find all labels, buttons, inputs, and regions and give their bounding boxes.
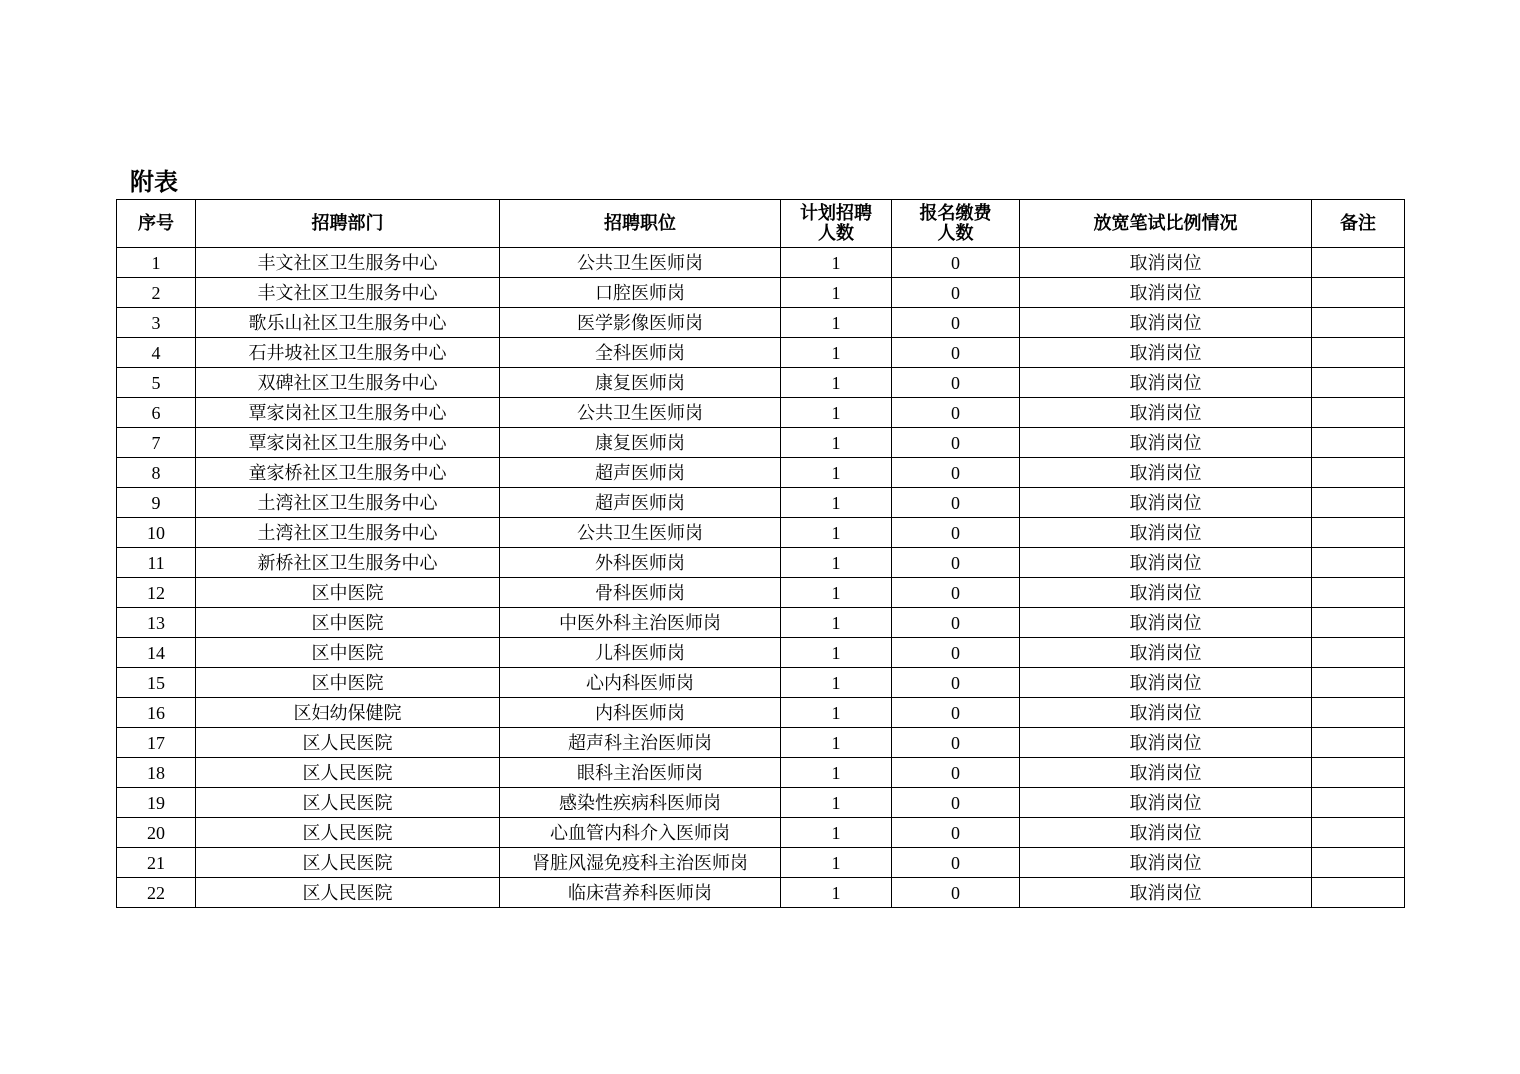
cell-status: 取消岗位 [1020,578,1312,608]
cell-status: 取消岗位 [1020,608,1312,638]
cell-index: 18 [117,758,196,788]
cell-applied: 0 [892,698,1020,728]
cell-status: 取消岗位 [1020,638,1312,668]
document-title: 附表 [130,167,178,196]
cell-position: 超声医师岗 [500,488,781,518]
cell-applied: 0 [892,788,1020,818]
cell-planned: 1 [781,698,892,728]
cell-applied: 0 [892,518,1020,548]
table-row [117,758,1405,788]
cell-position: 临床营养科医师岗 [500,878,781,908]
cell-position: 中医外科主治医师岗 [500,608,781,638]
cell-position: 全科医师岗 [500,338,781,368]
table-row [117,428,1405,458]
cell-index: 15 [117,668,196,698]
cell-position: 骨科医师岗 [500,578,781,608]
cell-position: 儿科医师岗 [500,638,781,668]
table-row [117,248,1405,278]
cell-index: 13 [117,608,196,638]
header-applied-line2: 人数 [937,222,974,244]
cell-dept: 区妇幼保健院 [196,698,500,728]
header-planned [781,200,892,248]
table-row [117,398,1405,428]
cell-dept: 区中医院 [196,578,500,608]
cell-status: 取消岗位 [1020,668,1312,698]
cell-applied: 0 [892,248,1020,278]
table-row [117,608,1405,638]
cell-remark [1312,638,1405,668]
cell-applied: 0 [892,458,1020,488]
cell-index: 14 [117,638,196,668]
cell-index: 22 [117,878,196,908]
cell-applied: 0 [892,488,1020,518]
cell-index: 10 [117,518,196,548]
cell-dept: 区人民医院 [196,878,500,908]
cell-status: 取消岗位 [1020,788,1312,818]
cell-position: 外科医师岗 [500,548,781,578]
table-row [117,668,1405,698]
cell-remark [1312,278,1405,308]
cell-status: 取消岗位 [1020,488,1312,518]
table-row [117,278,1405,308]
cell-dept: 土湾社区卫生服务中心 [196,518,500,548]
cell-position: 超声科主治医师岗 [500,728,781,758]
cell-planned: 1 [781,548,892,578]
cell-index: 9 [117,488,196,518]
cell-remark [1312,818,1405,848]
cell-planned: 1 [781,398,892,428]
cell-index: 17 [117,728,196,758]
cell-dept: 区中医院 [196,608,500,638]
cell-status: 取消岗位 [1020,428,1312,458]
table-row [117,368,1405,398]
table-row [117,518,1405,548]
cell-index: 7 [117,428,196,458]
table-row [117,698,1405,728]
cell-dept: 区中医院 [196,668,500,698]
cell-position: 公共卫生医师岗 [500,398,781,428]
cell-index: 20 [117,818,196,848]
cell-index: 3 [117,308,196,338]
table-row [117,788,1405,818]
cell-remark [1312,338,1405,368]
cell-applied: 0 [892,608,1020,638]
cell-planned: 1 [781,488,892,518]
table-row [117,728,1405,758]
cell-remark [1312,488,1405,518]
cell-applied: 0 [892,638,1020,668]
table-row [117,638,1405,668]
cell-status: 取消岗位 [1020,458,1312,488]
cell-planned: 1 [781,428,892,458]
cell-status: 取消岗位 [1020,818,1312,848]
cell-planned: 1 [781,728,892,758]
cell-status: 取消岗位 [1020,548,1312,578]
cell-index: 5 [117,368,196,398]
header-planned-line1: 计划招聘 [800,202,872,224]
cell-dept: 覃家岗社区卫生服务中心 [196,428,500,458]
cell-status: 取消岗位 [1020,398,1312,428]
cell-planned: 1 [781,878,892,908]
cell-index: 6 [117,398,196,428]
header-dept: 招聘部门 [196,200,500,248]
cell-position: 超声医师岗 [500,458,781,488]
cell-applied: 0 [892,728,1020,758]
cell-status: 取消岗位 [1020,518,1312,548]
cell-planned: 1 [781,668,892,698]
cell-planned: 1 [781,788,892,818]
header-position: 招聘职位 [500,200,781,248]
cell-status: 取消岗位 [1020,308,1312,338]
cell-applied: 0 [892,878,1020,908]
cell-index: 1 [117,248,196,278]
table-row [117,458,1405,488]
cell-index: 12 [117,578,196,608]
cell-remark [1312,548,1405,578]
cell-remark [1312,398,1405,428]
header-row [117,200,1405,248]
cell-planned: 1 [781,278,892,308]
cell-dept: 新桥社区卫生服务中心 [196,548,500,578]
cell-applied: 0 [892,428,1020,458]
table-row [117,578,1405,608]
table-row [117,308,1405,338]
cell-dept: 覃家岗社区卫生服务中心 [196,398,500,428]
cell-remark [1312,698,1405,728]
cell-remark [1312,458,1405,488]
cell-status: 取消岗位 [1020,848,1312,878]
cell-applied: 0 [892,278,1020,308]
cell-index: 16 [117,698,196,728]
cell-position: 医学影像医师岗 [500,308,781,338]
recruitment-table [116,199,1405,908]
cell-index: 4 [117,338,196,368]
cell-remark [1312,788,1405,818]
cell-applied: 0 [892,758,1020,788]
cell-dept: 土湾社区卫生服务中心 [196,488,500,518]
cell-dept: 区人民医院 [196,788,500,818]
cell-position: 公共卫生医师岗 [500,248,781,278]
cell-planned: 1 [781,368,892,398]
cell-remark [1312,368,1405,398]
cell-dept: 童家桥社区卫生服务中心 [196,458,500,488]
cell-index: 2 [117,278,196,308]
cell-status: 取消岗位 [1020,698,1312,728]
cell-applied: 0 [892,668,1020,698]
cell-position: 公共卫生医师岗 [500,518,781,548]
header-status: 放宽笔试比例情况 [1020,200,1312,248]
table-body [117,248,1405,908]
header-planned-line2: 人数 [818,222,854,244]
cell-position: 心血管内科介入医师岗 [500,818,781,848]
cell-position: 肾脏风湿免疫科主治医师岗 [500,848,781,878]
cell-planned: 1 [781,608,892,638]
cell-remark [1312,518,1405,548]
cell-dept: 丰文社区卫生服务中心 [196,278,500,308]
cell-status: 取消岗位 [1020,758,1312,788]
cell-remark [1312,668,1405,698]
table-row [117,878,1405,908]
table-row [117,848,1405,878]
cell-applied: 0 [892,578,1020,608]
table-row [117,488,1405,518]
cell-planned: 1 [781,248,892,278]
cell-planned: 1 [781,458,892,488]
cell-dept: 石井坡社区卫生服务中心 [196,338,500,368]
cell-position: 感染性疾病科医师岗 [500,788,781,818]
cell-planned: 1 [781,638,892,668]
cell-position: 康复医师岗 [500,428,781,458]
cell-planned: 1 [781,758,892,788]
cell-applied: 0 [892,548,1020,578]
cell-remark [1312,578,1405,608]
cell-position: 口腔医师岗 [500,278,781,308]
cell-applied: 0 [892,338,1020,368]
cell-remark [1312,308,1405,338]
cell-index: 19 [117,788,196,818]
cell-remark [1312,878,1405,908]
cell-remark [1312,848,1405,878]
cell-status: 取消岗位 [1020,878,1312,908]
table-row [117,548,1405,578]
cell-remark [1312,728,1405,758]
header-index: 序号 [117,200,196,248]
cell-dept: 区中医院 [196,638,500,668]
cell-dept: 区人民医院 [196,758,500,788]
cell-dept: 区人民医院 [196,818,500,848]
cell-dept: 区人民医院 [196,848,500,878]
cell-planned: 1 [781,848,892,878]
cell-remark [1312,248,1405,278]
cell-planned: 1 [781,308,892,338]
cell-applied: 0 [892,818,1020,848]
cell-status: 取消岗位 [1020,278,1312,308]
table-row [117,338,1405,368]
cell-position: 内科医师岗 [500,698,781,728]
header-applied [892,200,1020,248]
cell-applied: 0 [892,308,1020,338]
cell-remark [1312,608,1405,638]
cell-position: 康复医师岗 [500,368,781,398]
cell-index: 11 [117,548,196,578]
cell-dept: 双碑社区卫生服务中心 [196,368,500,398]
cell-planned: 1 [781,518,892,548]
cell-planned: 1 [781,818,892,848]
header-applied-line1: 报名缴费 [919,202,992,224]
cell-index: 21 [117,848,196,878]
cell-planned: 1 [781,578,892,608]
cell-status: 取消岗位 [1020,368,1312,398]
cell-applied: 0 [892,368,1020,398]
cell-applied: 0 [892,848,1020,878]
cell-dept: 歌乐山社区卫生服务中心 [196,308,500,338]
cell-dept: 区人民医院 [196,728,500,758]
cell-status: 取消岗位 [1020,728,1312,758]
cell-remark [1312,428,1405,458]
cell-status: 取消岗位 [1020,248,1312,278]
cell-planned: 1 [781,338,892,368]
cell-index: 8 [117,458,196,488]
cell-position: 心内科医师岗 [500,668,781,698]
table-row [117,818,1405,848]
cell-dept: 丰文社区卫生服务中心 [196,248,500,278]
cell-applied: 0 [892,398,1020,428]
header-remark: 备注 [1312,200,1405,248]
cell-remark [1312,758,1405,788]
cell-position: 眼科主治医师岗 [500,758,781,788]
cell-status: 取消岗位 [1020,338,1312,368]
